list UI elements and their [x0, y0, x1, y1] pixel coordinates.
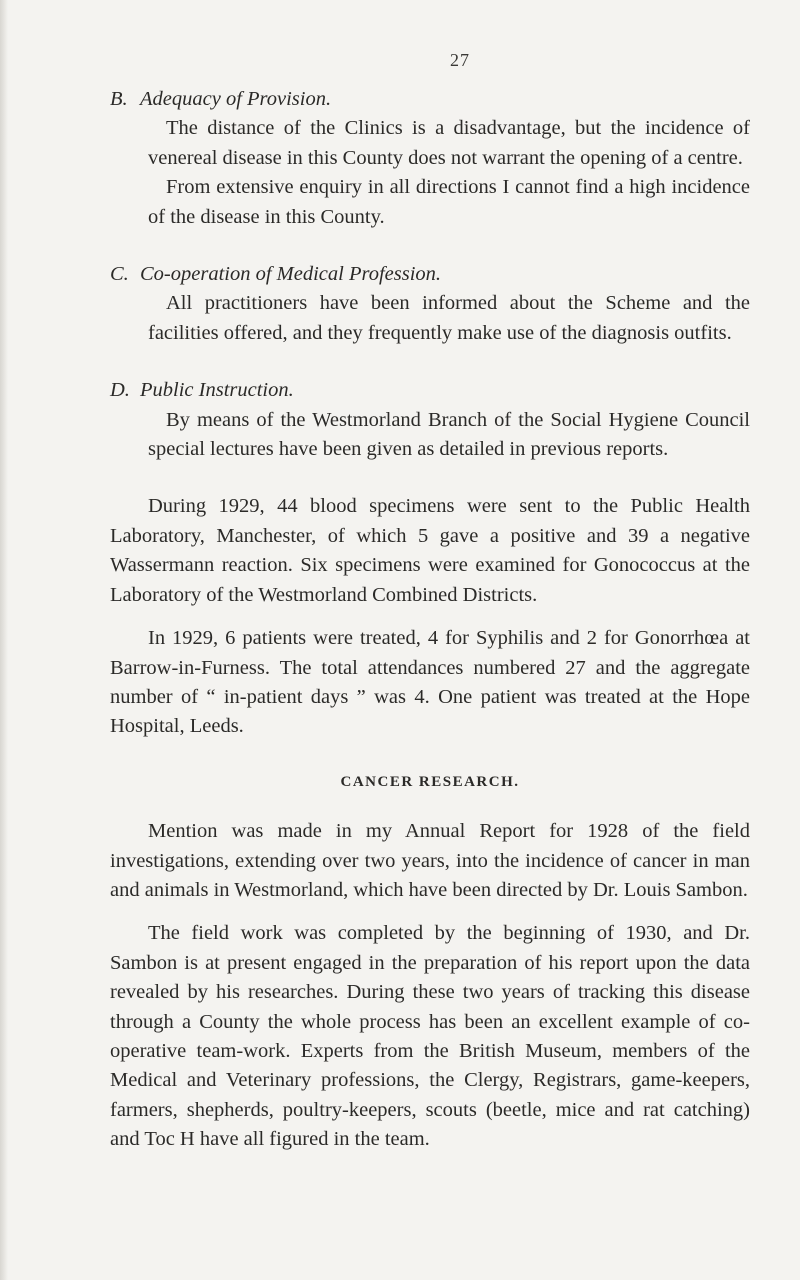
section-b-title: Adequacy of Provision.: [140, 88, 332, 110]
section-b-letter: B.: [110, 88, 128, 110]
section-d-letter: D.: [110, 379, 130, 402]
section-c: [110, 260, 750, 348]
cancer-research-heading: CANCER RESEARCH.: [340, 773, 520, 790]
section-b-heading: [110, 85, 750, 114]
section-b-paragraph-2: From extensive enquiry in all directions I cannot find a high incidence of the disease in this County.: [148, 176, 750, 228]
section-c-title: Co-operation of Medical Profession.: [140, 263, 442, 286]
section-d-paragraph-1: By means of the Westmorland Branch of the Social Hygiene Council special lectures have been given as detailed in previous reports.: [148, 408, 750, 461]
section-c-paragraph-1: All practitioners have been informed about the Scheme and the facilities offered, and they frequently make use of the diagnosis outfits.: [148, 292, 750, 344]
laboratory-paragraph: During 1929, 44 blood specimens were sent to the Public Health Laboratory, Manchester, of which 5 gave a positive and 39 a negative Wassermann reaction. Six specimens were examined for Gonococcus at the Laboratory of the Westmorland Combined Districts.: [110, 495, 750, 606]
section-c-heading: [110, 260, 750, 289]
section-d-body: [110, 406, 750, 465]
section-c-letter: C.: [110, 263, 129, 286]
page-content: [110, 85, 750, 1169]
section-b: [110, 85, 750, 232]
page-number: 27: [450, 50, 470, 70]
section-b-paragraph-1: The distance of the Clinics is a disadvantage, but the incidence of venereal disease in this County does not warrant the opening of a centre.: [148, 117, 750, 169]
section-c-body: [110, 289, 750, 348]
treatment-paragraph: In 1929, 6 patients were treated, 4 for Syphilis and 2 for Gonorrhœa at Barrow-in-Furness. The total attendances numbered 27 and the aggregate number of “ in-patient days ” was 4. One patient was treated at the Hope Hospital, Leeds.: [110, 627, 750, 738]
section-d-title: Public Instruction.: [140, 379, 294, 402]
section-d: [110, 376, 750, 464]
section-d-heading: [110, 376, 750, 405]
section-b-body: [110, 114, 750, 232]
page-edge-shadow: [0, 0, 8, 1280]
cancer-paragraph-1: Mention was made in my Annual Report for 1928 of the field investigations, extending over two years, into the incidence of cancer in man and animals in Westmorland, which have been directed by Dr. Louis Sambon.: [110, 820, 750, 901]
cancer-paragraph-2: The field work was completed by the beginning of 1930, and Dr. Sambon is at present engaged in the preparation of his report upon the data revealed by his researches. During these two years of tracking this disease through a County the whole process has been an excellent example of co-operative team-work. Experts from the British Museum, members of the Medical and Veterinary professions, the Clergy, Registrars, game-keepers, farmers, shepherds, poultry-keepers, scouts (beetle, mice and rat catching) and Toc H have all figured in the team.: [110, 922, 750, 1151]
